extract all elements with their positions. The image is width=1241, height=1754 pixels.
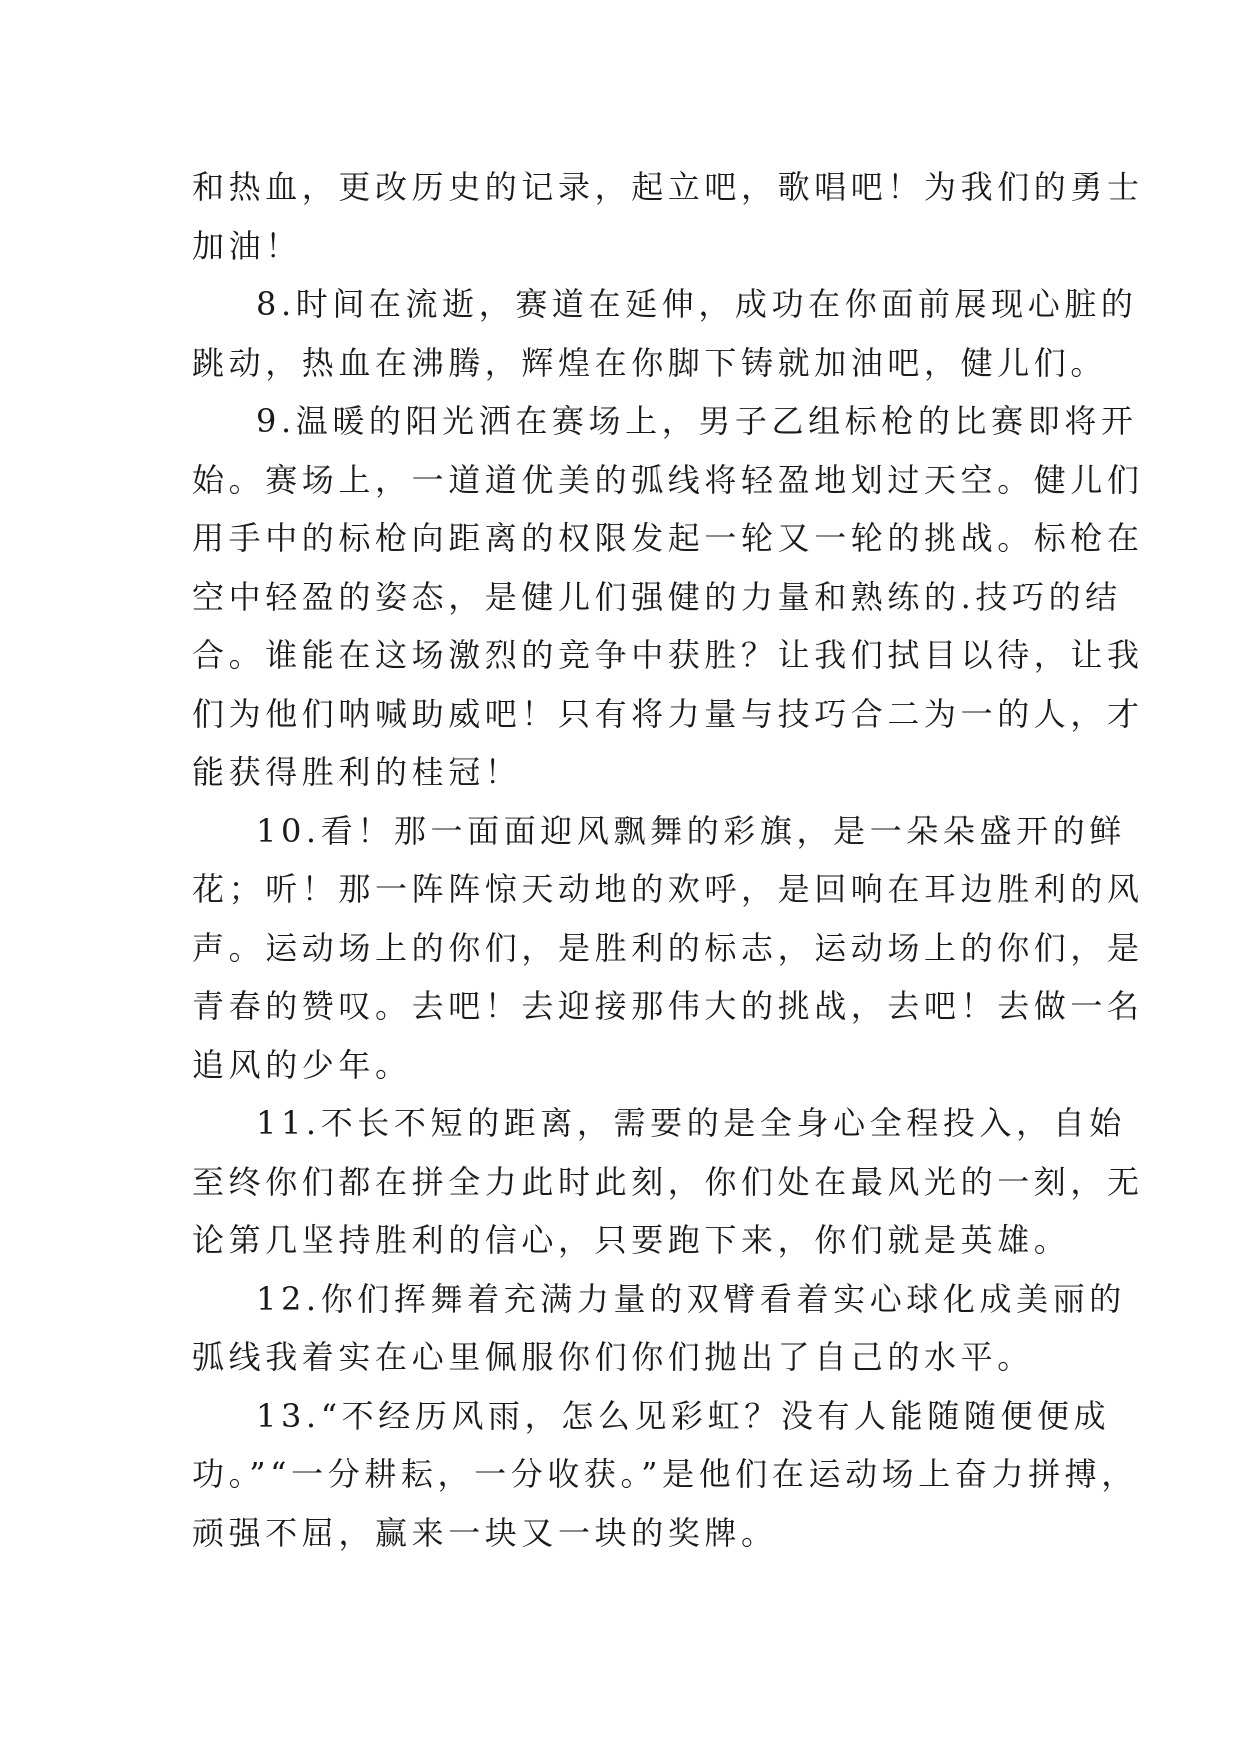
paragraph bbox=[192, 275, 1138, 392]
text-line: 功。”“一分耕耘，一分收获。”是他们在运动场上奋力拼搏， bbox=[192, 1455, 1138, 1493]
text-line: 合。谁能在这场激烈的竞争中获胜？让我们拭目以待，让我 bbox=[192, 636, 1144, 674]
text-line: 加油！ bbox=[192, 226, 302, 265]
text-line: 和热血，更改历史的记录，起立吧，歌唱吧！为我们的勇士 bbox=[192, 168, 1144, 206]
text-line: 青春的赞叹。去吧！去迎接那伟大的挑战，去吧！去做一名 bbox=[192, 987, 1144, 1025]
text-line: 追风的少年。 bbox=[192, 1045, 412, 1084]
text-line: 们为他们呐喊助威吧！只有将力量与技巧合二为一的人，才 bbox=[192, 694, 1144, 733]
text-line: 至终你们都在拼全力此时此刻，你们处在最风光的一刻，无 bbox=[192, 1162, 1144, 1201]
text-line: 弧线我着实在心里佩服你们你们抛出了自己的水平。 bbox=[192, 1338, 1034, 1376]
text-line: 花；听！那一阵阵惊天动地的欢呼，是回响在耳边胜利的风 bbox=[192, 870, 1144, 908]
text-line: 11.不长不短的距离，需要的是全身心全程投入，自始 bbox=[256, 1104, 1126, 1142]
text-line: 论第几坚持胜利的信心，只要跑下来，你们就是英雄。 bbox=[192, 1221, 1071, 1259]
body-text bbox=[192, 158, 1144, 1562]
text-line: 12.你们挥舞着充满力量的双臂看着实心球化成美丽的 bbox=[256, 1279, 1126, 1318]
text-line: 空中轻盈的姿态，是健儿们强健的力量和熟练的.技巧的结 bbox=[192, 577, 1122, 616]
paragraph bbox=[192, 1270, 1126, 1387]
paragraph bbox=[192, 392, 1144, 802]
paragraph bbox=[192, 1387, 1138, 1563]
paragraph bbox=[192, 1094, 1144, 1270]
text-line: 用手中的标枪向距离的权限发起一轮又一轮的挑战。标枪在 bbox=[192, 519, 1144, 557]
text-line: 9.温暖的阳光洒在赛场上，男子乙组标枪的比赛即将开 bbox=[256, 402, 1138, 440]
paragraph bbox=[192, 802, 1144, 1095]
text-line: 声。运动场上的你们，是胜利的标志，运动场上的你们，是 bbox=[192, 928, 1144, 967]
text-line: 13.“不经历风雨，怎么见彩虹？没有人能随随便便成 bbox=[256, 1396, 1111, 1435]
text-line: 顽强不屈，赢来一块又一块的奖牌。 bbox=[192, 1513, 778, 1552]
text-line: 跳动，热血在沸腾，辉煌在你脚下铸就加油吧，健儿们。 bbox=[192, 343, 1108, 382]
text-line: 始。赛场上，一道道优美的弧线将轻盈地划过天空。健儿们 bbox=[192, 460, 1144, 499]
text-line: 8.时间在流逝，赛道在延伸，成功在你面前展现心脏的 bbox=[256, 285, 1138, 323]
text-line: 能获得胜利的桂冠！ bbox=[192, 753, 522, 791]
text-line: 10.看！那一面面迎风飘舞的彩旗，是一朵朵盛开的鲜 bbox=[256, 811, 1126, 850]
paragraph bbox=[192, 158, 1144, 275]
